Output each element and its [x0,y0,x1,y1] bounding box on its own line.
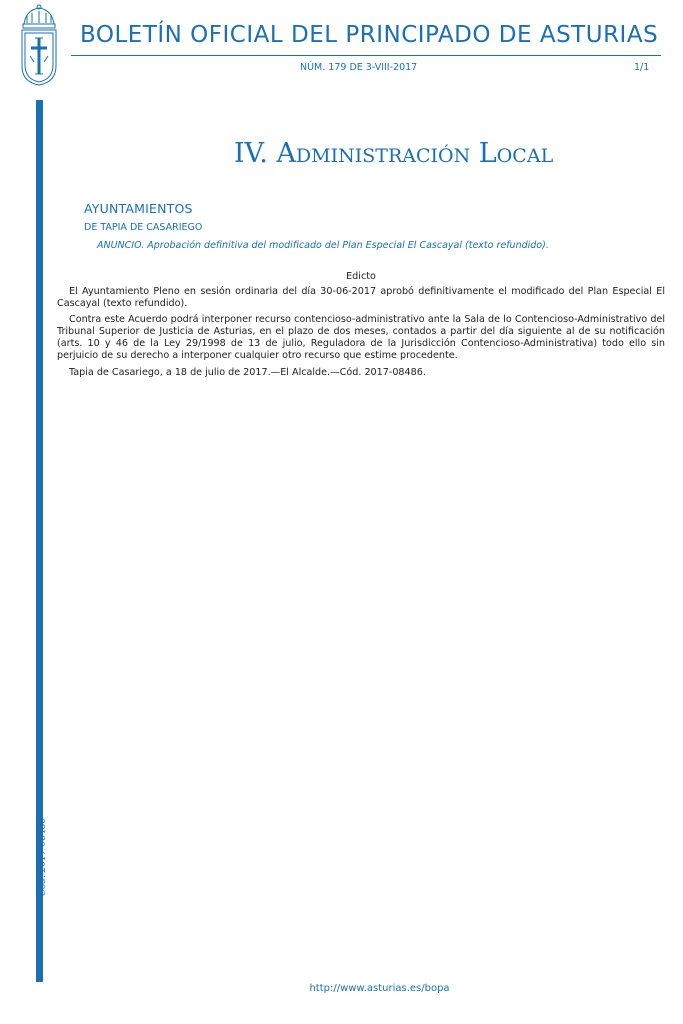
paragraph-appeal: Contra este Acuerdo podrá interponer recurso contencioso-administrativo ante la Sala de lo Contencioso-Administrativo del Tribunal Superior de Justicia de Asturias, en el plazo de dos meses, contados a partir del día siguiente al de su notificación (arts. 10 y 46 de la Ley 29/1998 de 13 de julio, Reguladora de la Jurisdicción Contencioso-Administrativa) todo ello sin perjuicio de su derecho a interponer cualquier otro recurso que estime procedente. [57,314,665,361]
subcategory-heading: DE TAPIA DE CASARIEGO [84,222,203,233]
paragraph-approval: El Ayuntamiento Pleno en sesión ordinaria del día 30-06-2017 aprobó definitivamente el modificado del Plan Especial El Cascayal (texto refundido). [57,285,665,309]
section-name: Administración Local [276,138,554,169]
announcement-body [57,271,665,383]
header-divider [71,55,661,56]
section-title [52,138,683,169]
edict-heading: Edicto [346,271,376,282]
footer-url-link[interactable]: http://www.asturias.es/bopa [309,983,450,994]
issue-number: NÚM. 179 DE 3-VIII-2017 [300,62,418,73]
paragraph-signature: Tapia de Casariego, a 18 de julio de 2017.—El Alcalde.—Cód. 2017-08486. [69,366,426,378]
side-reference-code: Cód. 2017-08486 [38,817,48,896]
category-heading: AYUNTAMIENTOS [84,201,193,216]
coat-of-arms-logo [18,4,60,86]
announcement-title: ANUNCIO. Aprobación definitiva del modificado del Plan Especial El Cascayal (texto refundido). [97,240,549,251]
page-number: 1/1 [634,62,650,73]
bulletin-title: BOLETÍN OFICIAL DEL PRINCIPADO DE ASTURIAS [80,22,659,48]
section-numeral: IV. [233,138,268,169]
